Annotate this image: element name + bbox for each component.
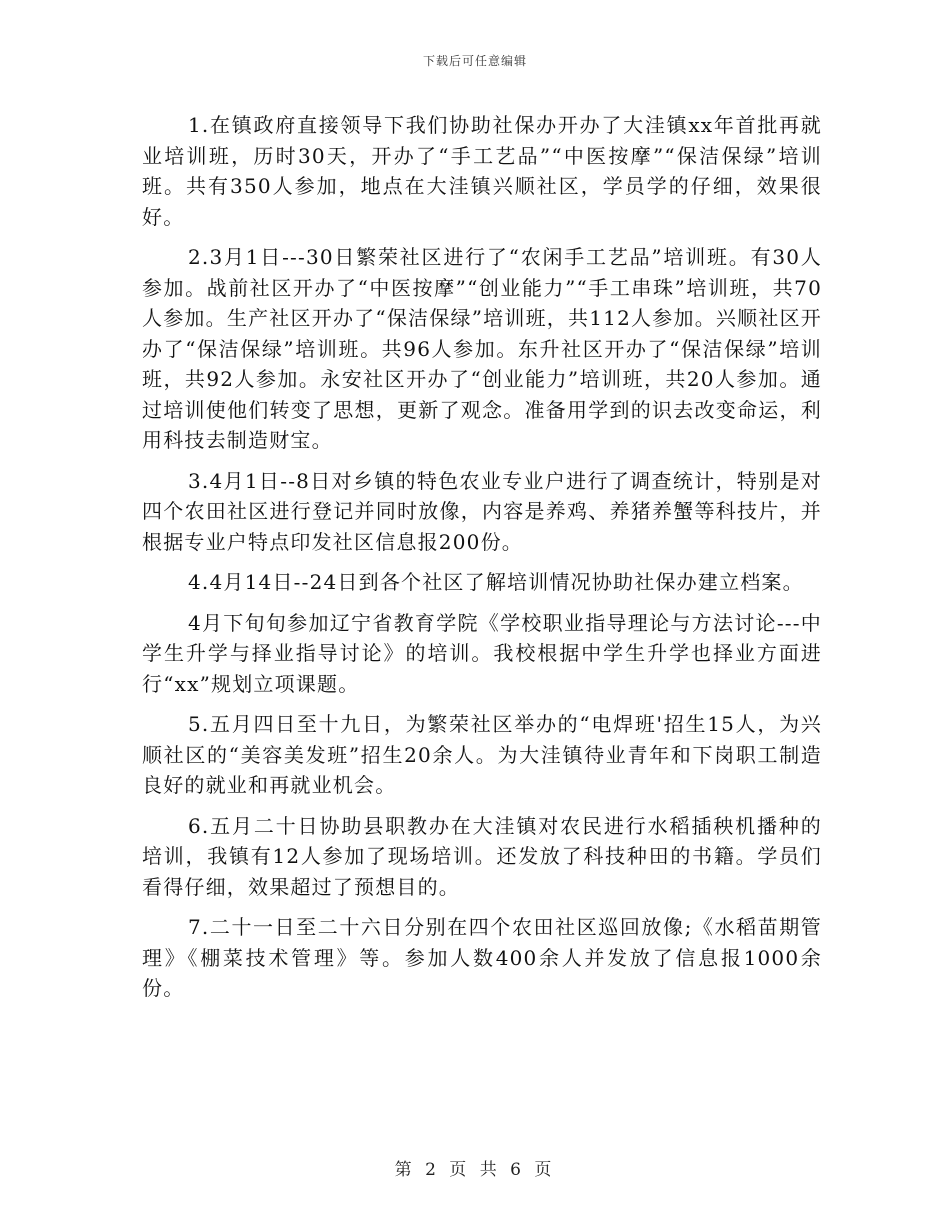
paragraph-7: 6.五月二十日协助县职教办在大洼镇对农民进行水稻插秧机播种的培训，我镇有12人参加了现场培训。还发放了科技种田的书籍。学员们看得仔细，效果超过了预想目的。 (142, 813, 822, 899)
page-footer: 第 2 页 共 6 页 (394, 1160, 556, 1180)
paragraph-8: 7.二十一日至二十六日分别在四个农田社区巡回放像;《水稻苗期管理》《棚菜技术管理》等。参加人数400余人并发放了信息报1000余份。 (142, 915, 822, 1000)
paragraph-5: 4月下旬旬参加辽宁省教育学院《学校职业指导理论与方法讨论---中学生升学与择业指导讨论》的培训。我校根据中学生升学也择业方面进行“xx”规划立项课题。 (142, 610, 822, 696)
paragraph-1: 1.在镇政府直接领导下我们协助社保办开办了大洼镇xx年首批再就业培训班，历时30天，开办了“手工艺品”“中医按摩”“保洁保绿”培训班。共有350人参加，地点在大洼镇兴顺社区，学员学的仔细，效果很好。 (142, 113, 822, 229)
page-header: 下载后可任意编辑 (422, 54, 527, 68)
document-body (142, 110, 822, 1014)
paragraph-2: 2.3月1日---30日繁荣社区进行了“农闲手工艺品”培训班。有30人参加。战前社区开办了“中医按摩”“创业能力”“手工串珠”培训班，共70人参加。生产社区开办了“保洁保绿”培训班，共112人参加。兴顺社区开办了“保洁保绿”培训班。共96人参加。东升社区开办了“保洁保绿”培训班，共92人参加。永安社区开办了“创业能力”培训班，共20人参加。通过培训使他们转变了思想，更新了观念。准备用学到的识去改变命运，利用科技去制造财宝。 (142, 245, 822, 452)
paragraph-6: 5.五月四日至十九日，为繁荣社区举办的“电焊班'招生15人，为兴顺社区的“美容美发班”招生20余人。为大洼镇待业青年和下岗职工制造良好的就业和再就业机会。 (142, 712, 822, 797)
paragraph-3: 3.4月1日--8日对乡镇的特色农业专业户进行了调查统计，特别是对四个农田社区进行登记并同时放像，内容是养鸡、养猪养蟹等科技片，并根据专业户特点印发社区信息报200份。 (142, 468, 822, 554)
paragraph-4: 4.4月14日--24日到各个社区了解培训情况协助社保办建立档案。 (188, 570, 804, 594)
